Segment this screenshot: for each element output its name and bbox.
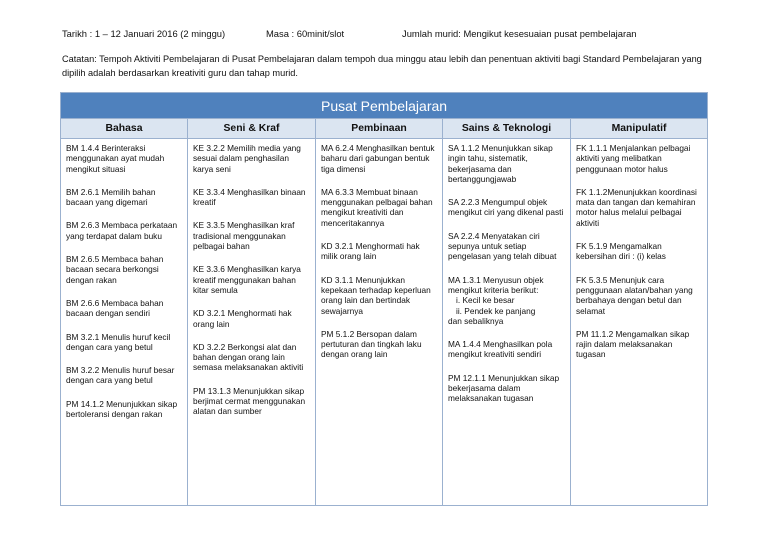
list-item: MA 6.2.4 Menghasilkan bentuk baharu dari gabungan bentuk tiga dimensi	[321, 143, 435, 174]
list-item: BM 3.2.1 Menulis huruf kecil dengan cara yang betul	[66, 331, 171, 352]
column-header-manipulatif: Manipulatif	[571, 119, 708, 139]
table-title: Pusat Pembelajaran	[61, 93, 708, 119]
column-header-bahasa: Bahasa	[61, 119, 188, 139]
list-item: KD 3.1.1 Menunjukkan kepekaan terhadap keperluan orang lain dan bertindak sewajarnya	[321, 274, 431, 316]
list-item: BM 2.6.6 Membaca bahan bacaan dengan sendiri	[66, 297, 164, 319]
list-item: BM 2.6.3 Membaca perkataan yang terdapat dalam buku	[66, 220, 178, 241]
list-item: MA 6.3.3 Membuat binaan menggunakan pelbagai bahan mengikut kreativiti dan menceritakannya	[321, 186, 433, 228]
list-item: PM 14.1.2 Menunjukkan sikap bertoleransi dengan rakan	[66, 398, 178, 420]
list-item: PM 12.1.1 Menunjukkan sikap bekerjasama dalam melaksanakan tugasan	[448, 372, 560, 404]
list-item: BM 2.6.5 Membaca bahan bacaan secara berkongsi dengan rakan	[66, 254, 164, 285]
pembinaan-cell	[316, 139, 443, 506]
list-item: PM 13.1.3 Menunjukkan sikap berjimat cermat menggunakan alatan dan sumber	[193, 385, 306, 417]
ma131-subitem-2: ii. Pendek ke panjang	[456, 305, 536, 316]
list-item: BM 2.6.1 Memilih bahan bacaan yang digemari	[66, 186, 156, 208]
list-item: KD 3.2.1 Menghormati hak milik orang lain	[321, 241, 420, 262]
ma131-heading: MA 1.3.1 Menyusun objek mengikut kriteria berikut:	[448, 274, 544, 295]
list-item: KE 3.3.6 Menghasilkan karya kreatif menggunakan bahan kitar semula	[193, 264, 301, 295]
list-item: BM 3.2.2 Menulis huruf besar dengan cara yang betul	[66, 365, 175, 386]
masa-text: Masa : 60minit/slot	[266, 28, 345, 39]
manipulatif-cell	[571, 139, 708, 506]
column-header-sains-teknologi: Sains & Teknologi	[443, 119, 571, 139]
column-header-pembinaan: Pembinaan	[316, 119, 443, 139]
list-item: SA 2.2.3 Mengumpul objek mengikut ciri yang dikenal pasti	[448, 197, 564, 218]
list-item: KD 3.2.1 Menghormati hak orang lain	[193, 308, 292, 329]
list-item: KE 3.2.2 Memilih media yang sesuai dalam penghasilan karya seni	[193, 143, 301, 174]
list-item: MA 1.4.4 Menghasilkan pola mengikut kreativiti sendiri	[448, 339, 553, 360]
list-item: KE 3.3.5 Menghasilkan kraf tradisional menggunakan pelbagai bahan	[193, 220, 295, 252]
bahasa-cell	[61, 139, 188, 506]
list-item: FK 1.1.1 Menjalankan pelbagai aktiviti yang melibatkan penggunaan motor halus	[576, 143, 691, 174]
sains-teknologi-cell	[443, 139, 571, 506]
list-item: KD 3.2.2 Berkongsi alat dan bahan dengan orang lain semasa melaksanakan aktiviti	[193, 341, 304, 373]
list-item: PM 11.1.2 Mengamalkan sikap rajin dalam melaksanakan tugasan	[576, 328, 690, 360]
list-item: KE 3.3.4 Menghasilkan binaan kreatif	[193, 186, 306, 208]
seni-kraf-cell	[188, 139, 316, 506]
column-header-seni-kraf: Seni & Kraf	[188, 119, 316, 139]
tarikh-text: Tarikh : 1 – 12 Januari 2016 (2 minggu)	[62, 28, 226, 39]
ma131-tail: dan sebaliknya	[448, 315, 504, 326]
list-item: PM 5.1.2 Bersopan dalam pertuturan dan tingkah laku dengan orang lain	[321, 328, 422, 360]
list-item: SA 2.2.4 Menyatakan ciri sepunya untuk setiap pengelasan yang telah dibuat	[448, 230, 557, 262]
list-item: BM 1.4.4 Berinteraksi menggunakan ayat mudah mengikut situasi	[66, 143, 165, 174]
list-item-ma131	[448, 275, 566, 326]
ma131-subitem-1: i. Kecil ke besar	[456, 295, 515, 306]
list-item: FK 1.1.2Menunjukkan koordinasi mata dan tangan dan kemahiran motor halus melalui pelbagai aktiviti	[576, 186, 697, 228]
list-item: FK 5.1.9 Mengamalkan kebersihan diri : (i) kelas	[576, 241, 666, 262]
pusat-pembelajaran-table	[60, 92, 708, 506]
list-item: FK 5.3.5 Menunjuk cara penggunaan alatan/bahan yang berbahaya dengan betul dan selamat	[576, 274, 693, 316]
jumlah-murid-text: Jumlah murid: Mengikut kesesuaian pusat pembelajaran	[402, 28, 637, 39]
list-item: SA 1.1.2 Menunjukkan sikap ingin tahu, sistematik, bekerjasama dan bertanggungjawab	[448, 143, 553, 184]
catatan-note: Catatan: Tempoh Aktiviti Pembelajaran di Pusat Pembelajaran dalam tempoh dua minggu atau lebih dan penentuan aktiviti bagi Standard Pembelajaran yang dipilih adalah berdasarkan kreativiti guru dan tahap murid.	[62, 54, 702, 78]
